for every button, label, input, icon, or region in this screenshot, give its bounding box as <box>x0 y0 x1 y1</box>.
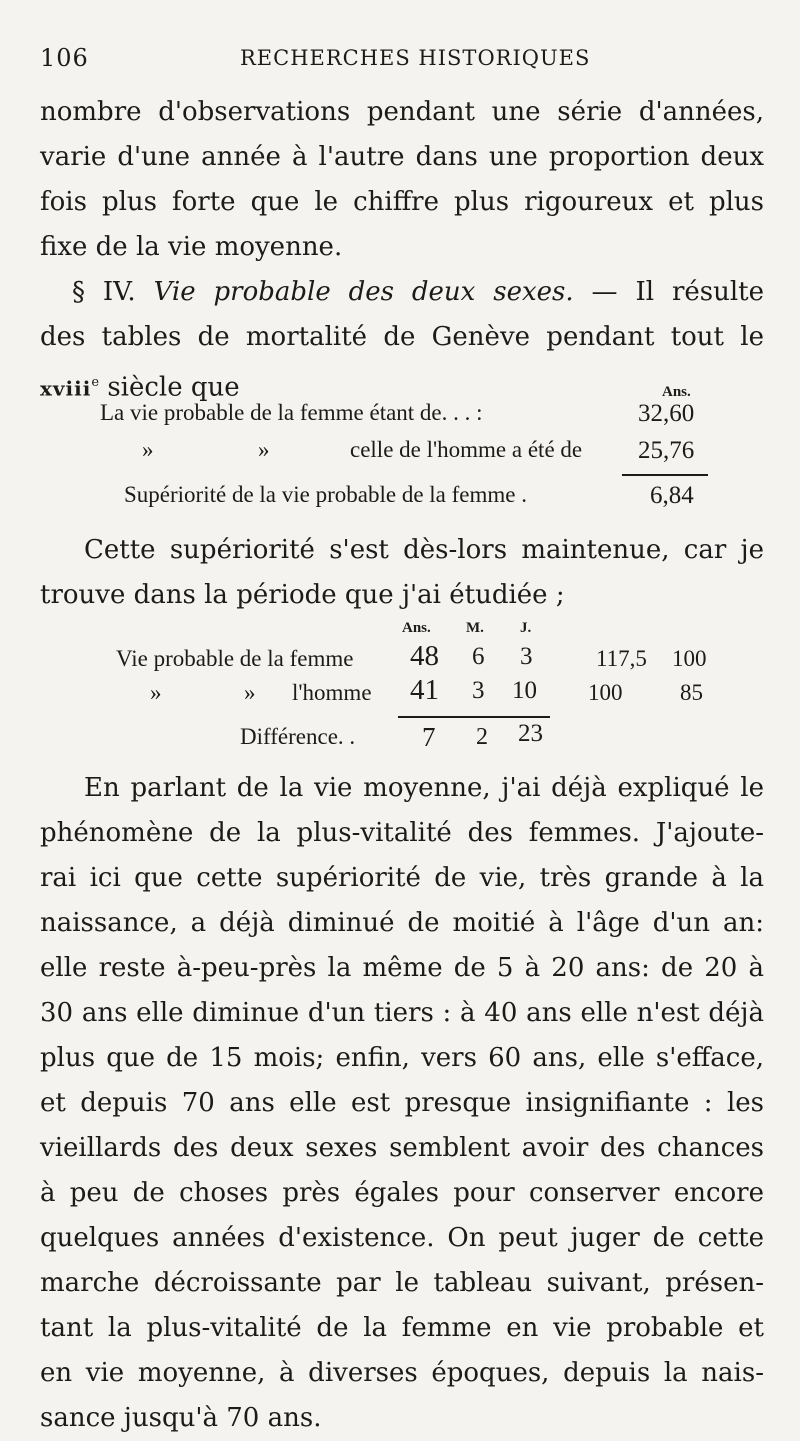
page-number: 106 <box>40 44 89 72</box>
table-cell: 41 <box>410 674 439 706</box>
section-text: siècle que <box>107 372 240 403</box>
table-cell: 48 <box>410 640 439 672</box>
text-line: quelques années d'existence. On peut juger de cette <box>40 1223 764 1253</box>
text-line: sance jusqu'à 70 ans. <box>40 1403 322 1433</box>
section-text: Il résulte <box>635 277 764 307</box>
sum-rule <box>622 474 708 476</box>
col-head-ans: Ans. <box>402 620 431 636</box>
table-value: 6,84 <box>650 482 694 509</box>
text-line: nombre d'observations pendant une série d'années, <box>40 97 764 127</box>
text-line: En parlant de la vie moyenne, j'ai déjà expliqué le <box>84 773 764 803</box>
intro-paragraph <box>40 90 764 270</box>
table-row-label: celle de l'homme a été de <box>350 437 583 462</box>
text-line: 30 ans elle diminue d'un tiers : à 40 ans elle n'est déjà <box>40 998 764 1028</box>
col-head-j: J. <box>520 620 532 636</box>
ditto-mark: » <box>258 437 270 462</box>
ditto-mark: » <box>142 437 154 462</box>
table-comparison <box>0 616 800 756</box>
ditto-mark: » <box>150 680 162 705</box>
paragraph-2 <box>40 528 764 618</box>
text-line: plus que de 15 mois; enfin, vers 60 ans, elle s'efface, <box>40 1043 764 1073</box>
table-unit-head: Ans. <box>662 384 691 400</box>
table-cell: 10 <box>512 677 537 704</box>
text-line: fois plus forte que le chiffre plus rigoureux et plus <box>40 187 764 217</box>
text-line: et depuis 70 ans elle est presque insignifiante : les <box>40 1088 764 1118</box>
col-head-m: M. <box>466 620 484 636</box>
section-title: Vie probable des deux sexes. <box>153 277 574 307</box>
table-row-label: La vie probable de la femme étant de. . . : <box>100 400 483 425</box>
text-line: naissance, a déjà diminué de moitié à l'âge d'un an: <box>40 908 764 938</box>
page-header <box>40 44 760 76</box>
century-numeral: xviii <box>40 376 92 401</box>
text-line: des tables de mortalité de Genève pendant tout le <box>40 322 764 352</box>
text-line: fixe de la vie moyenne. <box>40 232 343 262</box>
text-line: à peu de choses près égales pour conserver encore <box>40 1178 764 1208</box>
table-row-label: l'homme <box>292 680 372 705</box>
table-cell: 23 <box>518 720 543 747</box>
century-superscript: e <box>91 375 100 390</box>
table-cell: 85 <box>680 680 703 705</box>
table-cell: 100 <box>588 680 623 705</box>
text-line: tant la plus-vitalité de la femme en vie probable et <box>40 1313 764 1343</box>
text-line: phénomène de la plus-vitalité des femmes. J'ajoute- <box>40 818 764 848</box>
text-line: varie d'une année à l'autre dans une proportion deux <box>40 142 764 172</box>
table-life-probable <box>0 380 800 510</box>
section-dash: — <box>591 277 618 307</box>
ditto-mark: » <box>244 680 256 705</box>
text-line: rai ici que cette supériorité de vie, très grande à la <box>40 863 764 893</box>
section-heading-line <box>40 270 764 315</box>
running-title: RECHERCHES HISTORIQUES <box>240 46 591 70</box>
section-mark: § IV. <box>72 277 136 307</box>
table-cell: 7 <box>422 722 436 752</box>
text-line: en vie moyenne, à diverses époques, depuis la nais- <box>40 1358 764 1388</box>
table-cell: 6 <box>472 643 485 670</box>
table-value: 25,76 <box>638 437 695 464</box>
text-line: vieillards des deux sexes semblent avoir des chances <box>40 1133 764 1163</box>
table-cell: 117,5 <box>596 646 647 671</box>
text-line: trouve dans la période que j'ai étudiée ; <box>40 580 565 610</box>
table-cell: 3 <box>472 677 485 704</box>
text-line: marche décroissante par le tableau suivant, présen- <box>40 1268 764 1298</box>
paragraph-3 <box>40 766 764 1441</box>
table-cell: 3 <box>520 643 533 670</box>
table-cell: 100 <box>672 646 707 671</box>
table-row-label: Différence. . <box>240 724 356 749</box>
table-value: 32,60 <box>638 400 695 427</box>
sum-rule <box>398 716 550 718</box>
table-row-label: Supériorité de la vie probable de la femme . <box>124 482 527 507</box>
text-line: elle reste à-peu-près la même de 5 à 20 ans: de 20 à <box>40 953 764 983</box>
table-row-label: Vie probable de la femme <box>116 646 354 671</box>
table-cell: 2 <box>476 724 488 750</box>
text-line: Cette supériorité s'est dès-lors maintenue, car je <box>84 535 764 565</box>
